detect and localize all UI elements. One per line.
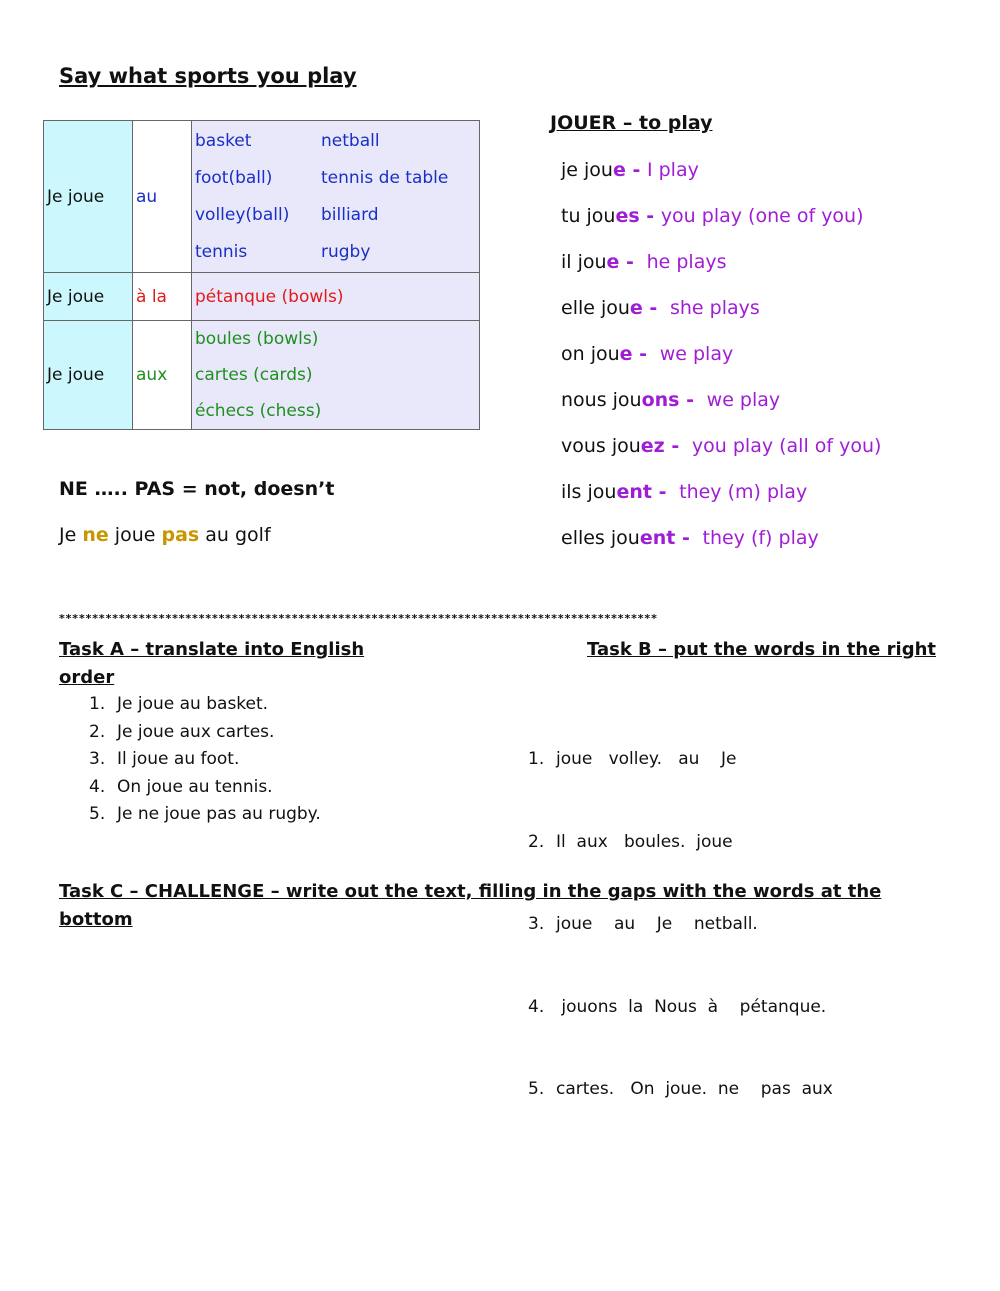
verb-ending: ez [640,435,665,457]
sport-item: rugby [321,241,371,262]
item-text: joue volley. au Je [556,749,737,769]
table-row [44,321,480,430]
translation: he plays [640,251,727,273]
dash: - [664,435,686,457]
verb-stem: il jou [561,251,607,273]
sports-cell [192,321,480,430]
task-a-heading: Task A – translate into English [59,639,365,660]
verb-stem: nous jou [561,389,642,411]
verb-stem: tu jou [561,205,616,227]
verb-ending: ent [616,481,652,503]
conjugation-line [561,147,881,193]
item-text: Je joue aux cartes. [117,721,275,742]
verb-ending: ent [639,527,676,549]
conjugation-list [561,147,881,561]
sport-item: échecs (chess) [195,401,322,421]
verb-stem: vous jou [561,435,641,457]
sport-item: volley(ball) [195,204,290,225]
sport-item: basket [195,130,252,151]
verb-ending: es [615,205,640,227]
sports-table [43,120,480,430]
item-text: cartes. On joue. ne pas aux [556,1079,833,1099]
sport-item: tennis de table [321,167,449,188]
preposition-cell: aux [133,321,192,430]
sport-item: netball [321,130,380,151]
verb-stem: on jou [561,343,620,365]
dash: - [625,159,647,181]
task-a-heading-continued: order [59,667,115,688]
translation: she plays [663,297,760,319]
dash: - [619,251,641,273]
subject-cell: Je joue [44,273,133,321]
conjugation-line [561,515,881,561]
list-item: 2. Je joue aux cartes. [89,721,275,742]
list-item: 5. Je ne joue pas au rugby. [89,804,321,824]
translation: they (m) play [673,481,808,503]
task-c-heading-line: Task C – CHALLENGE – write out the text, filling in the gaps with the words at the [59,881,882,902]
verb-ending: e [629,297,643,319]
negation-heading: NE ….. PAS = not, doesn’t [59,478,335,500]
verb-ending: e [612,159,626,181]
verb-ending: ons [641,389,680,411]
sport-item: billiard [321,204,379,225]
sport-item: cartes (cards) [195,365,313,385]
item-text: joue au Je netball. [556,914,758,934]
task-a-list [89,691,321,829]
verb-ending: e [619,343,633,365]
preposition-cell: à la [133,273,192,321]
task-b-heading: Task B – put the words in the right [587,639,937,660]
item-text: Je joue au basket. [117,694,269,714]
table-row [44,273,480,321]
sport-item: boules (bowls) [195,329,319,349]
conjugation-line [561,285,881,331]
translation: you play (all of you) [685,435,882,457]
verb-stem: je jou [561,159,613,181]
translation: you play (one of you) [660,205,864,227]
example-text: au golf [199,524,271,546]
subject-cell: Je joue [44,121,133,273]
conjugation-line [561,239,881,285]
ne-word: ne [82,524,109,546]
negation-example [59,524,271,546]
verb-ending: e [606,251,620,273]
pas-word: pas [161,524,200,546]
conjugation-line [561,331,881,377]
task-c-heading-line: bottom [59,909,133,930]
item-text: Je ne joue pas au rugby. [117,804,321,824]
item-text: On joue au tennis. [117,776,273,797]
list-item: 4. On joue au tennis. [89,776,273,797]
list-item: 1. joue volley. au Je [528,749,737,769]
preposition-cell: au [133,121,192,273]
list-item: 4. jouons la Nous à pétanque. [528,996,827,1017]
translation: I play [646,159,699,181]
item-text: Il joue au foot. [117,749,240,769]
item-text: Il aux boules. joue [556,831,733,852]
conjugation-line [561,377,881,423]
verb-stem: elles jou [561,527,640,549]
item-text: jouons la Nous à pétanque. [556,996,827,1017]
dash: - [639,205,661,227]
separator: ****************************************************************************************** [59,612,658,625]
translation: we play [700,389,781,411]
verb-heading: JOUER – to play [550,112,713,134]
example-text: Je [59,524,83,546]
subject-cell: Je joue [44,321,133,430]
dash: - [642,297,664,319]
table-row [44,121,480,273]
list-item: 2. Il aux boules. joue [528,831,733,852]
list-item: 3. Il joue au foot. [89,749,240,769]
conjugation-line [561,193,881,239]
task-c-heading [59,878,939,934]
list-item: 3. joue au Je netball. [528,914,758,934]
page-title: Say what sports you play [59,64,357,88]
sport-item: foot(ball) [195,167,273,188]
verb-stem: elle jou [561,297,630,319]
list-item: 5. cartes. On joue. ne pas aux [528,1079,833,1099]
dash: - [679,389,701,411]
example-text: joue [108,524,162,546]
dash: - [675,527,697,549]
dash: - [651,481,674,503]
translation: they (f) play [696,527,819,549]
translation: we play [653,343,734,365]
dash: - [632,343,654,365]
sports-cell: pétanque (bowls) [192,273,480,321]
sport-item: tennis [195,241,248,262]
conjugation-line [561,469,881,515]
verb-stem: ils jou [561,481,617,503]
sports-cell [192,121,480,273]
list-item: 1. Je joue au basket. [89,694,269,714]
conjugation-line [561,423,881,469]
